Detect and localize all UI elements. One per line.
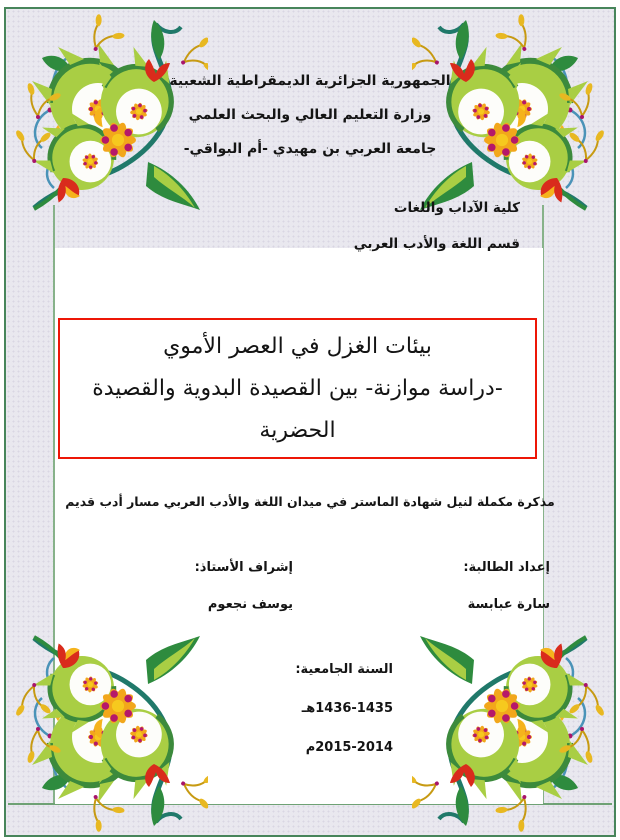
floral-corner-ornament-bottom-left [8, 634, 208, 834]
supervisor-block [195, 558, 293, 615]
thesis-title-box [58, 318, 537, 459]
academic-year-hijri: 1436-1435هـ [301, 701, 393, 716]
student-block [463, 558, 550, 615]
floral-corner-ornament-bottom-right [412, 634, 612, 834]
student-label: إعداد الطالبة: [463, 560, 550, 575]
ministry-line: وزارة التعليم العالي والبحث العلمي [188, 107, 432, 123]
supervisor-label: إشراف الأستاذ: [194, 560, 293, 575]
supervisor-name: يوسف نجعوم [207, 597, 293, 612]
thesis-note: مذكرة مكملة لنيل شهادة الماستر في ميدان اللغة والأدب العربي مسار أدب قديم [65, 494, 555, 509]
academic-year-label: السنة الجامعية: [295, 662, 393, 677]
academic-year-block [295, 650, 393, 767]
document-header [0, 64, 620, 166]
thesis-title-line2: -دراسة موازنة- بين القصيدة البدوية والقصيدة الحضرية [92, 376, 503, 443]
republic-line: الجمهورية الجزائرية الديمقراطية الشعبية [169, 73, 451, 89]
thesis-title-line1: بيئات الغزل في العصر الأموي [163, 334, 432, 359]
department-line: قسم اللغة والأدب العربي [353, 236, 520, 252]
academic-year-gregorian: 2015-2014م [305, 740, 393, 755]
faculty-block [354, 190, 520, 262]
faculty-line: كلية الآداب واللغات [393, 200, 520, 216]
student-name: سارة عبابسة [467, 597, 550, 612]
university-line: جامعة العربي بن مهيدي -أم البواقي- [183, 141, 437, 157]
